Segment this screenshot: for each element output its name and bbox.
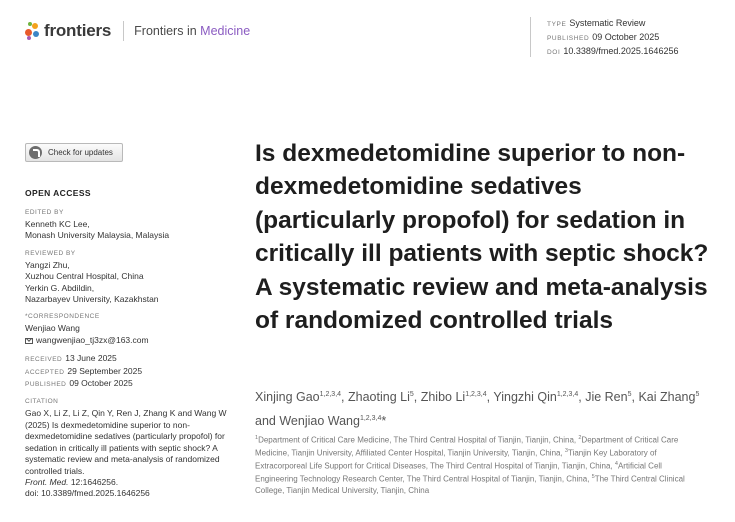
reviewer-2-affiliation: Nazarbayev University, Kazakhstan bbox=[25, 294, 159, 305]
edited-by-section bbox=[25, 208, 230, 242]
citation-source bbox=[25, 477, 230, 488]
author-name[interactable]: Jie Ren bbox=[585, 390, 628, 405]
correspondence-label: *CORRESPONDENCE bbox=[25, 313, 100, 321]
author-separator: * bbox=[381, 414, 387, 429]
meta-doi bbox=[547, 45, 678, 59]
open-access-label: OPEN ACCESS bbox=[25, 188, 91, 198]
citation-section bbox=[25, 397, 230, 499]
sidebar bbox=[25, 188, 230, 507]
frontiers-logo-icon bbox=[25, 22, 41, 40]
meta-published-value: 09 October 2025 bbox=[592, 32, 660, 42]
published-value: 09 October 2025 bbox=[69, 378, 133, 389]
author-affiliation-sup: 5 bbox=[409, 391, 414, 398]
affiliation-text: Department of Critical Care Medicine, The Third Central Hospital of Tianjin, Tianjin, China, bbox=[258, 435, 579, 445]
check-for-updates-button[interactable] bbox=[25, 143, 123, 162]
meta-type bbox=[547, 17, 678, 31]
logo-text: frontiers bbox=[44, 21, 112, 40]
refresh-icon bbox=[29, 146, 42, 159]
accepted-value: 29 September 2025 bbox=[67, 365, 143, 376]
reviewed-by-label: REVIEWED BY bbox=[25, 249, 76, 257]
affiliation-number: 5 bbox=[591, 474, 595, 481]
affiliation-text: Tianjin Key Laboratory of Extracorporeal Life Support for Critical Diseases, The Third Central Hospital of Tianjin, Tianjin, China, bbox=[255, 448, 657, 471]
journal-title[interactable] bbox=[134, 24, 250, 38]
journal-name: Medicine bbox=[200, 24, 251, 38]
meta-doi-label: DOI bbox=[547, 49, 561, 56]
reviewed-by-section bbox=[25, 249, 230, 306]
author-affiliation-sup: 5 bbox=[695, 391, 700, 398]
editor-affiliation: Monash University Malaysia, Malaysia bbox=[25, 230, 170, 241]
author-name[interactable]: Kai Zhang bbox=[638, 390, 696, 405]
affiliation-number: 3 bbox=[564, 448, 568, 455]
citation-doi[interactable]: doi: 10.3389/fmed.2025.1646256 bbox=[25, 488, 150, 499]
received-label: RECEIVED bbox=[25, 356, 63, 364]
author-name[interactable]: Wenjiao Wang bbox=[279, 414, 360, 429]
author-affiliation-sup: 1,2,3,4 bbox=[319, 391, 342, 398]
published-date bbox=[25, 378, 230, 390]
author-separator: , bbox=[578, 390, 586, 405]
correspondence-section bbox=[25, 312, 230, 346]
reviewer-1-name: Yangzi Zhu, bbox=[25, 259, 70, 270]
author-separator: , bbox=[486, 390, 494, 405]
published-label: PUBLISHED bbox=[25, 381, 67, 389]
author-affiliation-sup: 1,2,3,4 bbox=[465, 391, 487, 398]
author-separator: , bbox=[413, 390, 421, 405]
citation-label: CITATION bbox=[25, 398, 59, 406]
correspondence-email: wangwenjiao_tj3zx@163.com bbox=[36, 334, 149, 345]
author-name[interactable]: Zhibo Li bbox=[420, 390, 466, 405]
author-separator: , bbox=[341, 390, 348, 405]
correspondence-email-link[interactable] bbox=[25, 335, 230, 346]
author-separator: and bbox=[255, 414, 280, 429]
accepted-label: ACCEPTED bbox=[25, 368, 65, 376]
affiliations bbox=[255, 433, 685, 497]
affiliation-number: 4 bbox=[614, 461, 618, 468]
author-separator: , bbox=[631, 390, 639, 405]
author-name[interactable]: Yingzhi Qin bbox=[493, 390, 557, 405]
meta-published bbox=[547, 31, 678, 45]
affiliation-text: The Third Central Clinical College, Tianjin Medical University, Tianjin, China bbox=[255, 474, 685, 496]
affiliation-text: Department of Critical Care Medicine, Tianjin University, Affiliated Center Hospital, Tianjin University, Tianjin, China, bbox=[255, 435, 679, 458]
reviewer-2-name: Yerkin G. Abdildin, bbox=[25, 282, 95, 293]
received-value: 13 June 2025 bbox=[65, 353, 117, 364]
meta-type-label: TYPE bbox=[547, 21, 567, 28]
envelope-icon bbox=[25, 338, 33, 344]
logo-divider bbox=[123, 21, 124, 41]
accepted-date bbox=[25, 366, 230, 378]
author-name[interactable]: Xinjing Gao bbox=[255, 390, 320, 405]
journal-prefix: Frontiers in bbox=[134, 24, 197, 38]
check-for-updates-label: Check for updates bbox=[48, 148, 113, 157]
dates-section bbox=[25, 353, 230, 390]
affiliation-text: Artificial Cell Engineering Technology Research Center, The Third Central Hospital of Tianjin, Tianjin, China, bbox=[255, 461, 662, 484]
correspondence-name: Wenjiao Wang bbox=[25, 323, 80, 334]
author-affiliation-sup: 1,2,3,4 bbox=[556, 391, 579, 398]
author-affiliation-sup: 1,2,3,4 bbox=[359, 415, 382, 423]
meta-published-label: PUBLISHED bbox=[547, 35, 590, 42]
frontiers-logo[interactable] bbox=[25, 21, 250, 41]
author-affiliation-sup: 5 bbox=[627, 391, 632, 398]
article-meta bbox=[530, 17, 678, 57]
reviewer-1-affiliation: Xuzhou Central Hospital, China bbox=[25, 271, 144, 282]
citation-text: Gao X, Li Z, Li Z, Qin Y, Ren J, Zhang K and Wang W (2025) Is dexmedetomidine superior to non-dexmedetomidine sedatives (particularly propofol) for sedation in critically ill patients with septic shock? A systematic review and meta-analysis of randomized controlled trials. bbox=[25, 408, 227, 476]
edited-by-label: EDITED BY bbox=[25, 209, 64, 216]
author-list bbox=[255, 384, 715, 432]
meta-doi-value[interactable]: 10.3389/fmed.2025.1646256 bbox=[563, 46, 679, 56]
citation-journal: Front. Med. bbox=[25, 476, 69, 487]
meta-type-value: Systematic Review bbox=[569, 18, 646, 28]
citation-volume: 12:1646256. bbox=[68, 476, 119, 487]
affiliation-number: 2 bbox=[578, 435, 582, 441]
received-date bbox=[25, 353, 230, 365]
author-name[interactable]: Zhaoting Li bbox=[348, 390, 410, 405]
article-title: Is dexmedetomidine superior to non-dexmedetomidine sedatives (particularly propofol) for sedation in critically ill patients with septic shock? A systematic review and meta-analysis of randomized controlled trials bbox=[255, 140, 709, 335]
affiliation-number: 1 bbox=[255, 435, 259, 441]
editor-name: Kenneth KC Lee, bbox=[25, 219, 90, 229]
